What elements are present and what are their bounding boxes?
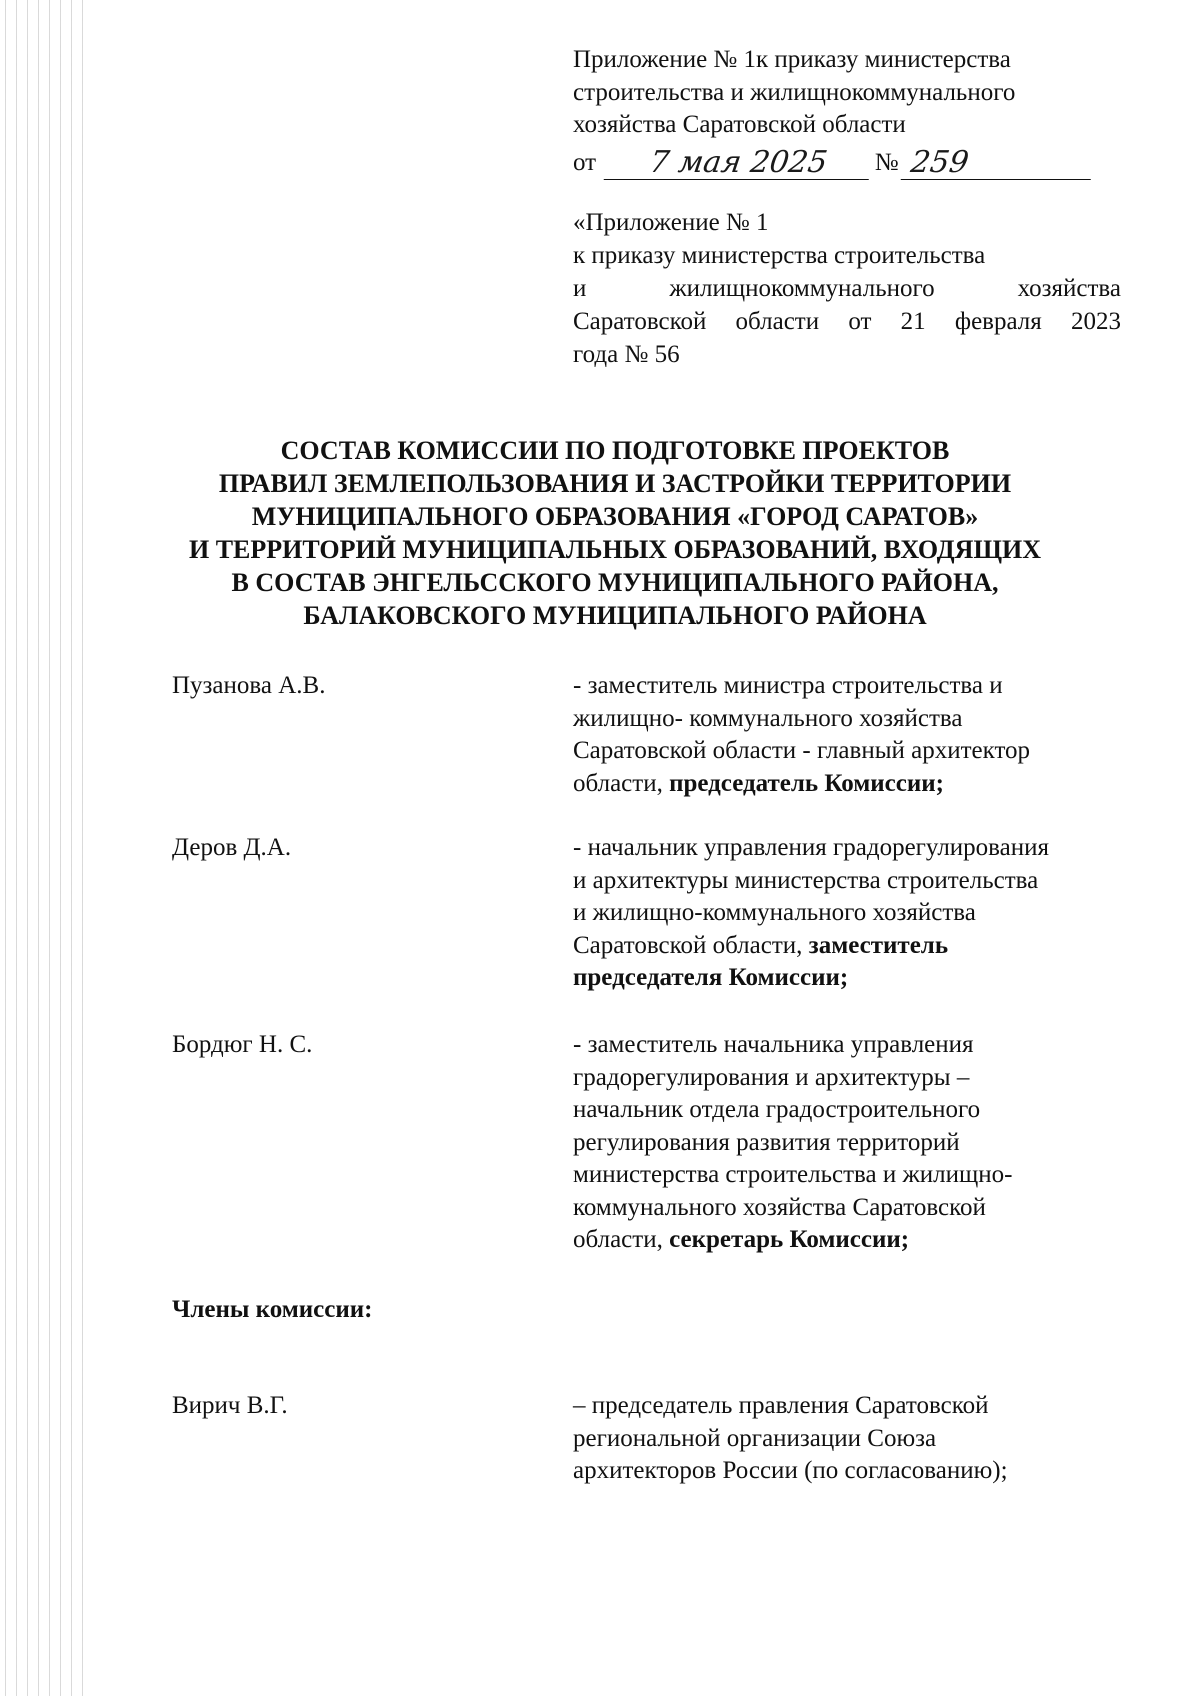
role-text: области, bbox=[573, 769, 670, 797]
role-line: жилищно- коммунального хозяйства bbox=[573, 704, 963, 732]
role-line: - заместитель начальника управления bbox=[573, 1031, 974, 1058]
document-title bbox=[150, 434, 1080, 632]
role-line: и архитектуры министерства строительства bbox=[573, 866, 1039, 894]
role-line: архитекторов России (по согласованию); bbox=[573, 1457, 1008, 1484]
role-line: коммунального хозяйства Саратовской bbox=[573, 1193, 986, 1221]
title-line: ПРАВИЛ ЗЕМЛЕПОЛЬЗОВАНИЯ И ЗАСТРОЙКИ ТЕРРИТОРИИ bbox=[218, 469, 1012, 498]
role-line bbox=[573, 1224, 1121, 1257]
title-line: БАЛАКОВСКОГО МУНИЦИПАЛЬНОГО РАЙОНА bbox=[303, 601, 927, 630]
role-line: – председатель правления Саратовской bbox=[573, 1392, 989, 1419]
member-name: Бордюг Н. С. bbox=[172, 1031, 313, 1058]
annex-line: Саратовской области от 21 февраля 2023 bbox=[573, 308, 1121, 335]
member-role bbox=[573, 1029, 1121, 1257]
ot-label: от bbox=[573, 149, 597, 176]
handwritten-date: 7 мая 2025 bbox=[604, 147, 873, 180]
number-sign: № bbox=[874, 149, 899, 176]
member-name: Деров Д.А. bbox=[172, 834, 292, 861]
member-role bbox=[573, 1390, 1121, 1488]
order-reference-block bbox=[573, 44, 1093, 180]
annex-line: и жилищнокоммунального хозяйства bbox=[573, 275, 1121, 302]
handwritten-number: 259 bbox=[900, 147, 1095, 180]
title-line: МУНИЦИПАЛЬНОГО ОБРАЗОВАНИЯ «ГОРОД САРАТОВ» bbox=[251, 502, 979, 531]
header-line: Приложение № 1к приказу министерства bbox=[573, 46, 1011, 73]
role-line: министерства строительства и жилищно- bbox=[573, 1161, 1013, 1188]
member-name: Вирич В.Г. bbox=[172, 1392, 288, 1419]
member-role bbox=[573, 832, 1121, 995]
role-title: председатель Комиссии; bbox=[669, 769, 945, 797]
role-line: начальник отдела градостроительного bbox=[573, 1096, 981, 1123]
members-heading: Члены комиссии: bbox=[172, 1296, 373, 1323]
role-line: и жилищно-коммунального хозяйства bbox=[573, 899, 976, 926]
role-text: области, bbox=[573, 1226, 670, 1253]
role-line: Саратовской области - главный архитектор bbox=[573, 737, 1031, 764]
role-title: председателя Комиссии; bbox=[573, 964, 849, 991]
role-line bbox=[573, 768, 1121, 801]
title-line: И ТЕРРИТОРИЙ МУНИЦИПАЛЬНЫХ ОБРАЗОВАНИЙ, ВХОДЯЩИХ bbox=[188, 535, 1042, 564]
role-line bbox=[573, 930, 1121, 963]
annex-line: года № 56 bbox=[573, 341, 680, 368]
role-line: региональной организации Союза bbox=[573, 1424, 937, 1452]
role-line: регулирования развития территорий bbox=[573, 1128, 960, 1156]
member-role bbox=[573, 670, 1121, 800]
order-date-line bbox=[573, 144, 1093, 180]
annex-line: «Приложение № 1 bbox=[573, 209, 769, 236]
title-line: В СОСТАВ ЭНГЕЛЬССКОГО МУНИЦИПАЛЬНОГО РАЙОНА, bbox=[231, 568, 999, 597]
role-line bbox=[573, 962, 1121, 995]
annex-line: к приказу министерства строительства bbox=[573, 242, 986, 269]
role-title: секретарь Комиссии; bbox=[669, 1226, 910, 1253]
member-name: Пузанова А.В. bbox=[172, 672, 326, 699]
header-line: строительства и жилищнокоммунального bbox=[573, 78, 1016, 106]
role-title: заместитель bbox=[808, 931, 949, 959]
role-line: - заместитель министра строительства и bbox=[573, 672, 1003, 699]
header-line: хозяйства Саратовской области bbox=[573, 111, 906, 138]
scan-edge-artifact bbox=[0, 0, 88, 1696]
role-text: Саратовской области, bbox=[573, 931, 809, 959]
title-line: СОСТАВ КОМИССИИ ПО ПОДГОТОВКЕ ПРОЕКТОВ bbox=[280, 436, 950, 465]
role-line: градорегулирования и архитектуры – bbox=[573, 1063, 970, 1091]
annex-reference-block bbox=[573, 206, 1121, 371]
role-line: - начальник управления градорегулирования bbox=[573, 834, 1050, 861]
